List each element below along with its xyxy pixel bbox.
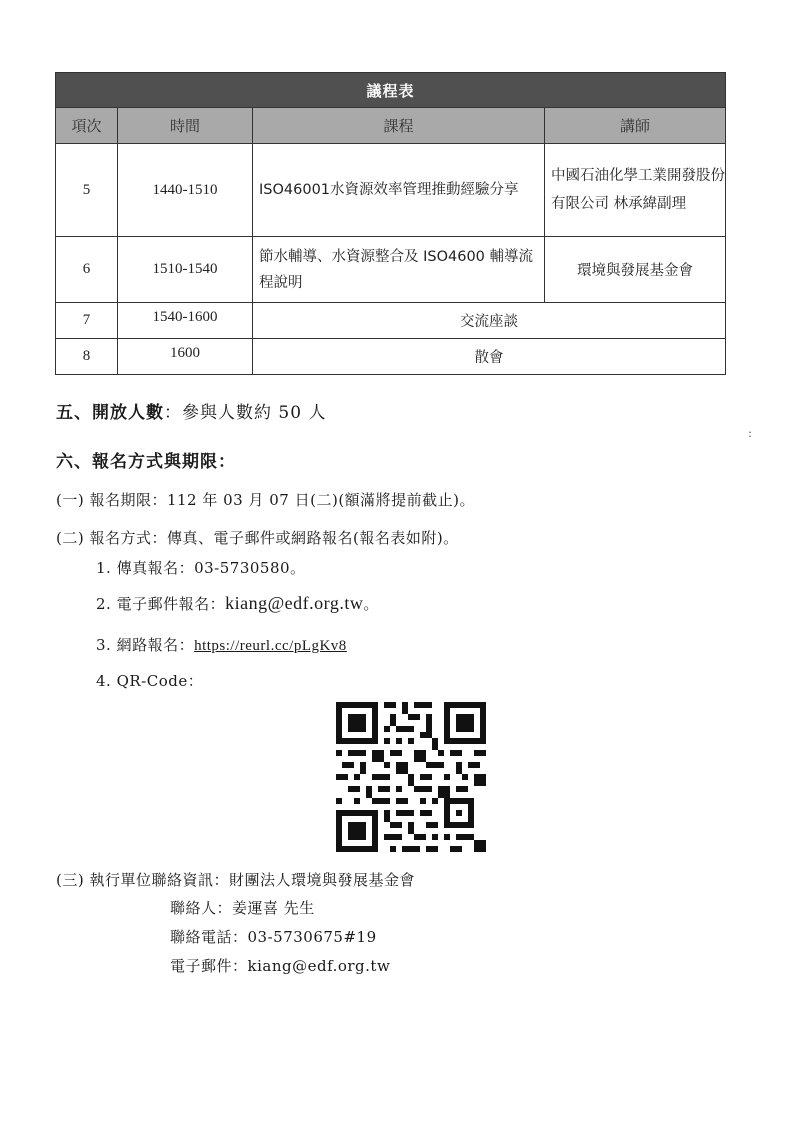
web-registration-label: 3. 網路報名： — [96, 636, 195, 654]
organizer-info: (三) 執行單位聯絡資訊：財團法人環境與發展基金會 — [56, 871, 415, 889]
email-registration — [96, 593, 379, 614]
scan-mark: : — [748, 426, 753, 440]
section-five-text: ：參與人數約 50 人 — [164, 403, 327, 423]
section-five — [56, 398, 326, 423]
fax-registration: 1. 傳真報名：03-5730580。 — [96, 559, 306, 577]
cell-teacher: 環境與發展基金會 — [545, 237, 726, 303]
cell-course: 交流座談 — [253, 303, 726, 339]
web-registration-link[interactable]: https://reurl.cc/pLgKv8 — [194, 638, 347, 654]
section-six-title: 六、報名方式與期限： — [56, 452, 236, 472]
qr-code-image[interactable] — [336, 702, 486, 852]
cell-time: 1540-1600 — [118, 303, 253, 339]
table-row — [56, 144, 726, 237]
agenda-table — [55, 72, 726, 375]
header-course: 課程 — [253, 108, 545, 144]
cell-course: 散會 — [253, 339, 726, 375]
qr-code-label: 4. QR-Code： — [96, 672, 204, 690]
table-row — [56, 237, 726, 303]
contact-person: 聯絡人：姜運喜 先生 — [170, 899, 315, 917]
table-row — [56, 339, 726, 375]
cell-no: 7 — [56, 303, 118, 339]
cell-no: 6 — [56, 237, 118, 303]
cell-course: 節水輔導、水資源整合及 ISO4600 輔導流程說明 — [253, 237, 545, 303]
cell-time: 1510-1540 — [118, 237, 253, 303]
section-five-title: 五、開放人數 — [56, 403, 164, 423]
cell-no: 8 — [56, 339, 118, 375]
web-registration — [96, 634, 347, 655]
email-link[interactable]: kiang@edf.org.tw — [225, 593, 364, 613]
cell-no: 5 — [56, 144, 118, 237]
registration-deadline: (一) 報名期限：112 年 03 月 07 日(二)(額滿將提前截止)。 — [56, 491, 476, 509]
email-registration-label: 2. 電子郵件報名： — [96, 595, 226, 613]
header-time: 時間 — [118, 108, 253, 144]
cell-time: 1600 — [118, 339, 253, 375]
cell-time: 1440-1510 — [118, 144, 253, 237]
agenda-title: 議程表 — [56, 73, 726, 108]
table-row — [56, 303, 726, 339]
header-item-no: 項次 — [56, 108, 118, 144]
contact-phone: 聯絡電話：03-5730675#19 — [170, 928, 377, 946]
registration-method: (二) 報名方式：傳真、電子郵件或網路報名(報名表如附)。 — [56, 529, 459, 547]
cell-teacher: 中國石油化學工業開發股份有限公司 林承緯副理 — [545, 144, 726, 237]
header-teacher: 講師 — [545, 108, 726, 144]
email-registration-end: 。 — [363, 595, 379, 613]
contact-email: 電子郵件：kiang@edf.org.tw — [170, 957, 391, 975]
cell-course: ISO46001水資源效率管理推動經驗分享 — [253, 144, 545, 237]
